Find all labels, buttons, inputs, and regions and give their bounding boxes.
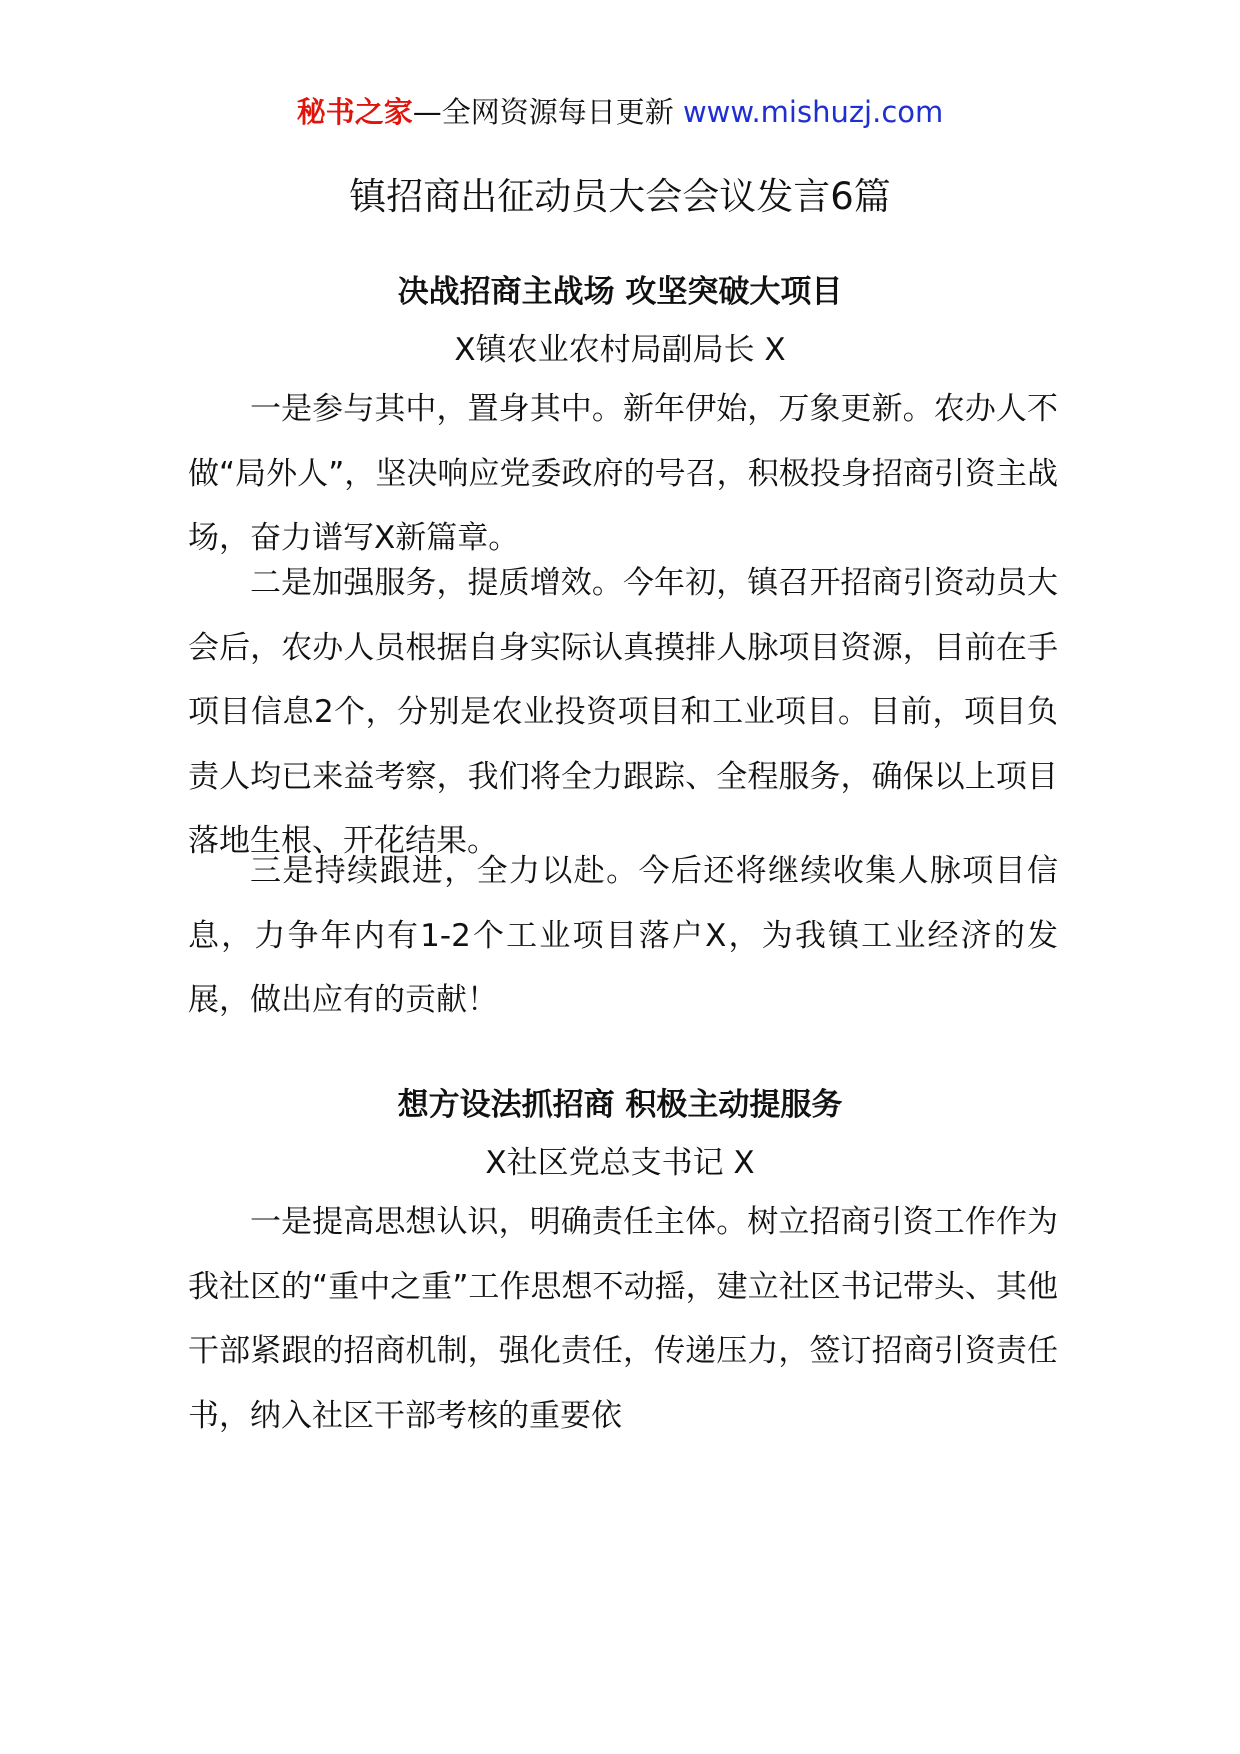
document-title: 镇招商出征动员大会会议发言6篇 — [349, 175, 891, 218]
section-1-paragraph-3: 三是持续跟进，全力以赴。今后还将继续收集人脉项目信息，力争年内有1-2个工业项目落户X，为我镇工业经济的发展，做出应有的贡献！ — [188, 853, 1058, 1018]
site-header — [0, 92, 1240, 132]
site-brand: 秘书之家 — [296, 95, 413, 129]
section-heading-1: 决战招商主战场 攻坚突破大项目 — [397, 274, 843, 310]
section-heading-2: 想方设法抓招商 积极主动提服务 — [397, 1087, 843, 1123]
section-byline-2: X社区党总支书记 X — [485, 1145, 755, 1181]
section-1-paragraph-1: 一是参与其中，置身其中。新年伊始，万象更新。农办人不做“局外人”，坚决响应党委政府的号召，积极投身招商引资主战场，奋力谱写X新篇章。 — [188, 391, 1058, 556]
section-2-paragraph-1: 一是提高思想认识，明确责任主体。树立招商引资工作作为我社区的“重中之重”工作思想不动摇，建立社区书记带头、其他干部紧跟的招商机制，强化责任，传递压力，签订招商引资责任书，纳入社区干部考核的重要依 — [188, 1204, 1058, 1434]
site-tagline: —全网资源每日更新 — [412, 95, 674, 129]
site-url-link[interactable]: www.mishuzj.com — [682, 95, 944, 129]
section-1-paragraph-2: 二是加强服务，提质增效。今年初，镇召开招商引资动员大会后，农办人员根据自身实际认真摸排人脉项目资源，目前在手项目信息2个，分别是农业投资项目和工业项目。目前，项目负责人均已来益考察，我们将全力跟踪、全程服务，确保以上项目落地生根、开花结果。 — [188, 565, 1058, 859]
section-byline-1: X镇农业农村局副局长 X — [454, 332, 786, 368]
